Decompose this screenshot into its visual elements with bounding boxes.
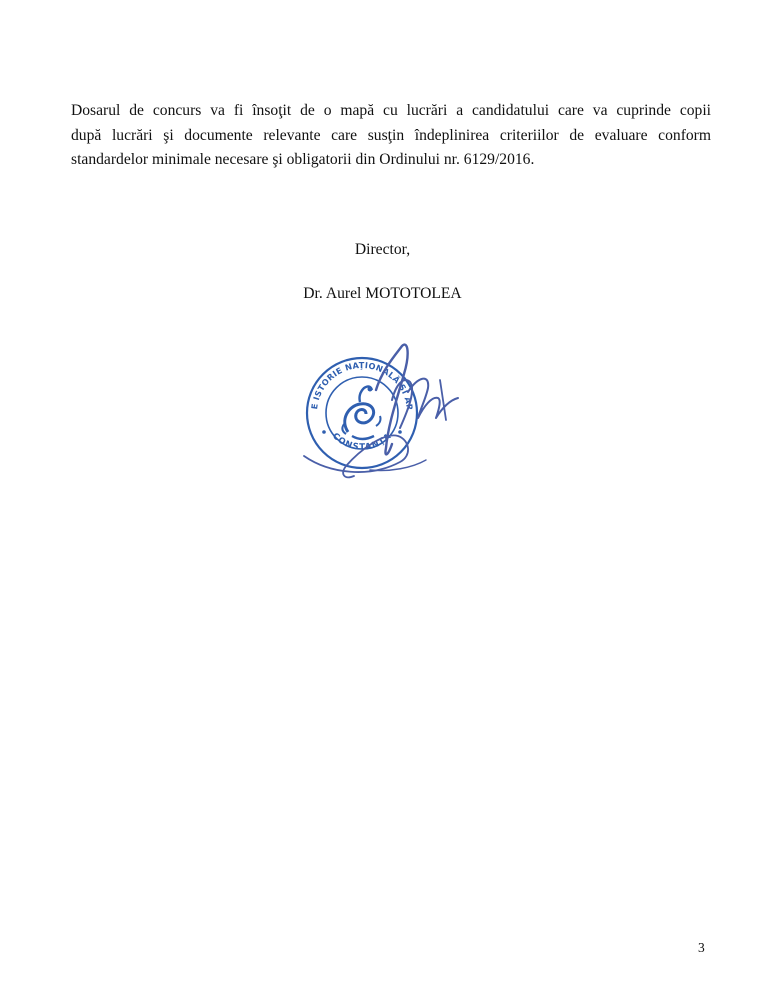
paragraph-line-1: Dosarul de concurs va fi însoţit de o mapă cu lucrări a candidatului care va cuprinde copii xyxy=(71,102,711,119)
stamp-and-signature xyxy=(300,340,470,485)
stamp-bottom-text: CONSTANŢA xyxy=(330,431,394,453)
body-paragraph xyxy=(71,99,711,173)
svg-text:CONSTANŢA xyxy=(330,431,394,452)
stamp-top-text: E ISTORIE NAŢIONALĂ ŞI AR xyxy=(309,359,416,412)
paragraph-line-3: standardelor minimale necesare şi obligatorii din Ordinului nr. 6129/2016. xyxy=(71,151,535,168)
page-number: 3 xyxy=(698,940,705,955)
director-title: Director, xyxy=(354,241,411,258)
director-name: Dr. Aurel MOTOTOLEA xyxy=(303,285,462,302)
paragraph-line-2: după lucrări şi documente relevante care susţin îndeplinirea criteriilor de evaluare conform xyxy=(71,126,711,144)
stamp-seal-icon xyxy=(300,340,470,485)
